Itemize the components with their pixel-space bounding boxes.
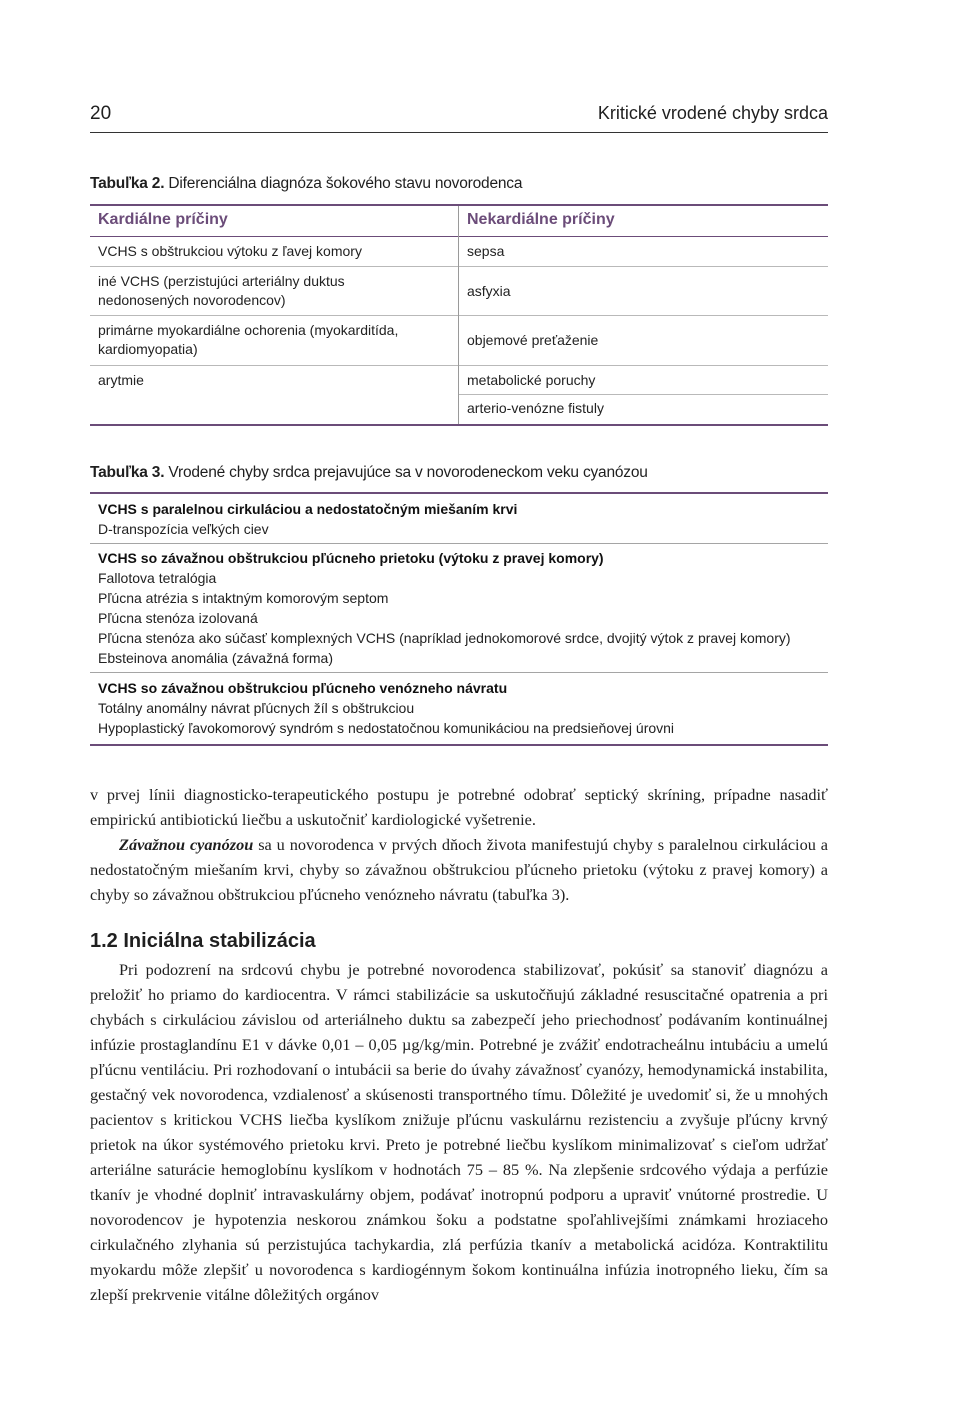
paragraph: Pri podozrení na srdcovú chybu je potrebné novorodenca stabilizovať, pokúsiť sa stanoviť diagnózu a preložiť ho priamo do kardiocentra. V rámci stabilizácie sa uskutočňujú základné resuscitačné opatrenia a pri chybách s cirkuláciou závislou od arteriálneho duktu sa zabezpečí jeho priechodnosť podávaním kontinuálnej infúzie prostaglandínu E1 v dávke 0,01 – 0,05 µg/kg/min. Potrebné je zvážiť endotracheálnu intubáciu a umelú pľúcnu ventiláciu. Pri rozhodovaní o intubácii sa berie do úvahy závažnosť cyanózy, hemodynamická instabilita, gestačný vek novorodenca, vzdialenosť a skúsenosti transportného tímu. Dôležité je uvedomiť si, že u mnohých pacientov s kritickou VCHS liečba kyslíkom znižuje pľúcnu vaskulárnu rezistenciu a zvyšuje pľúcny krvný prietok na úkor systémového prietoku krvi. Preto je potrebné liečbu kyslíkom minimalizovať s cieľom udržať arteriálne saturácie hemoglobínu kyslíkom v hodnotách 75 – 85 %. Na zlepšenie srdcového výdaja a perfúzie tkanív je vhodné doplniť intravaskulárny objem, podávať inotropnú podporu a upraviť vnútorné prostredie. U novorodencov je hypotenzia neskorou známkou šoku a podstatne spoľahlivejšími známkami hroziaceho cirkulačného zlyhania sú perzistujúca tachykardia, zlá perfúzia tkanív a metabolická acidóza. Kontraktilitu myokardu môže zlepšiť u novorodenca s kardiogénnym šokom kontinuálna infúzia inotropného lieku, čím sa zlepší prekrvenie vitálne dôležitých orgánov bbox=[90, 960, 828, 1304]
table2-cell-text: asfyxia bbox=[467, 283, 511, 299]
table3-caption-label: Tabuľka 3. bbox=[90, 464, 165, 481]
table2-cell-text: arterio-venózne fistuly bbox=[467, 400, 604, 416]
table3-item: Pľúcna stenóza izolovaná bbox=[98, 610, 258, 626]
table2-cell bbox=[459, 316, 828, 366]
table2-cell-text: objemové preťaženie bbox=[467, 332, 599, 348]
table2-header-cardiac bbox=[90, 206, 458, 237]
table2-cell-text: arytmie bbox=[98, 372, 144, 388]
table3-caption-text: Vrodené chyby srdca prejavujúce sa v novorodeneckom veku cyanózou bbox=[164, 464, 648, 481]
table2-cell bbox=[90, 267, 458, 316]
table3-item: Pľúcna stenóza ako súčasť komplexných VCHS (napríklad jednokomorové srdce, dvojitý výtok z pravej komory) bbox=[98, 630, 791, 646]
table3-group bbox=[90, 548, 828, 673]
running-title: Kritické vrodené chyby srdca bbox=[597, 103, 828, 123]
table3-item: Hypoplastický ľavokomorový syndróm s nedostatočnou komunikáciou na predsieňovej úrovni bbox=[98, 720, 675, 736]
page-header bbox=[90, 100, 828, 133]
table2-col-cardiac bbox=[90, 206, 459, 424]
table3-item: Pľúcna atrézia s intaktným komorovým septom bbox=[98, 590, 389, 606]
table3-item: Fallotova tetralógia bbox=[98, 570, 217, 586]
paragraph bbox=[90, 832, 828, 907]
table2-cell-text: sepsa bbox=[467, 243, 505, 259]
table3-item: D-transpozícia veľkých ciev bbox=[98, 521, 269, 537]
table3-group bbox=[90, 678, 828, 738]
table2-header-noncardiac bbox=[459, 206, 828, 237]
table3-group-heading: VCHS so závažnou obštrukciou pľúcneho prietoku (výtoku z pravej komory) bbox=[98, 550, 604, 566]
table2-cell-text: VCHS s obštrukciou výtoku z ľavej komory bbox=[98, 243, 362, 259]
table2-cell bbox=[459, 395, 828, 422]
table2-cell bbox=[90, 366, 458, 396]
section-heading: 1.2 Iniciálna stabilizácia bbox=[90, 930, 316, 952]
table2-header-cardiac-label: Kardiálne príčiny bbox=[98, 211, 228, 228]
emphasis: Závažnou cyanózou bbox=[119, 835, 254, 854]
table2-cell bbox=[459, 366, 828, 395]
table2-header-noncardiac-label: Nekardiálne príčiny bbox=[467, 211, 615, 228]
paragraph: v prvej línii diagnosticko-terapeutického postupu je potrebné odobrať septický skríning, prípadne nasadiť empirickú antibiotickú liečbu a uskutočniť kardiologické vyšetrenie. bbox=[90, 785, 828, 829]
table3 bbox=[90, 492, 828, 746]
table2-caption bbox=[90, 175, 522, 193]
table2-cell bbox=[90, 237, 458, 267]
table2-cell-text: metabolické poruchy bbox=[467, 372, 596, 388]
body-text-lower bbox=[90, 957, 828, 1307]
table3-item: Totálny anomálny návrat pľúcnych žíl s obštrukciou bbox=[98, 700, 415, 716]
table2-cell-text: iné VCHS (perzistujúci arteriálny duktus nedonosených novorodencov) bbox=[98, 273, 345, 308]
page-number: 20 bbox=[90, 103, 112, 124]
table2-cell-text: primárne myokardiálne ochorenia (myokarditída, kardiomyopatia) bbox=[98, 322, 399, 357]
table2-caption-text: Diferenciálna diagnóza šokového stavu novorodenca bbox=[164, 175, 523, 192]
body-text-upper bbox=[90, 782, 828, 907]
table2-caption-label: Tabuľka 2. bbox=[90, 175, 165, 192]
table2-cell bbox=[459, 267, 828, 316]
table3-item: Ebsteinova anomália (závažná forma) bbox=[98, 650, 334, 666]
table2-cell bbox=[459, 237, 828, 267]
table3-group-heading: VCHS s paralelnou cirkuláciou a nedostatočným miešaním krvi bbox=[98, 501, 518, 517]
table2-cell bbox=[90, 316, 458, 366]
table3-group-heading: VCHS so závažnou obštrukciou pľúcneho venózneho návratu bbox=[98, 680, 508, 696]
table3-group bbox=[90, 499, 828, 544]
table3-caption bbox=[90, 464, 648, 482]
table2 bbox=[90, 204, 828, 426]
paragraph-text: sa u novorodenca v prvých dňoch života manifestujú chyby s paralelnou cirkuláciou a nedostatočným miešaním krvi, chyby so závažnou obštrukciou pľúcneho prietoku (výtoku z pravej komory) a chyby so závažnou obštrukciou pľúcneho venózneho návratu (tabuľka 3). bbox=[90, 835, 828, 904]
table2-col-noncardiac bbox=[459, 206, 828, 424]
